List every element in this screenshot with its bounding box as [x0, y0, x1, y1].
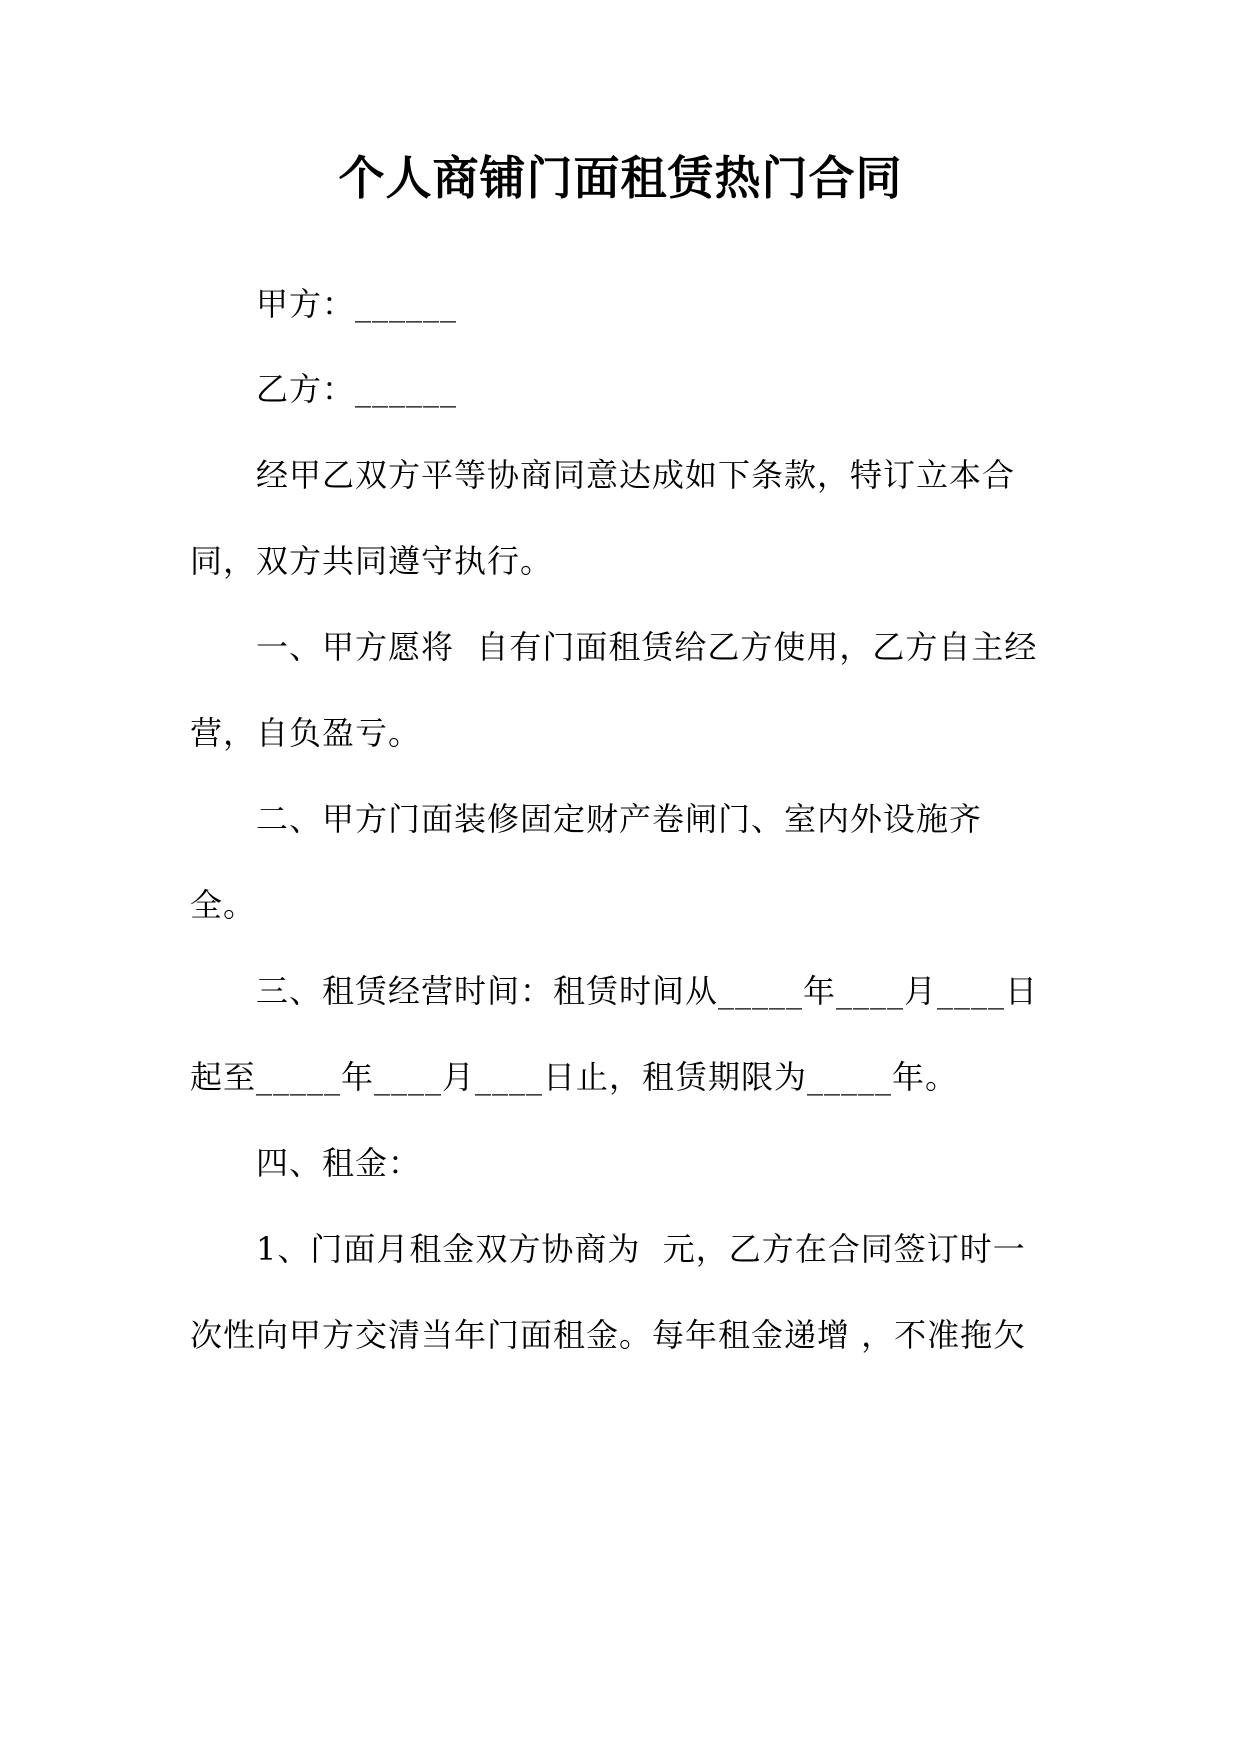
- preamble-line-1: 经甲乙双方平等协商同意达成如下条款，特订立本合: [256, 456, 1016, 494]
- clause-4-heading: 四、租金：: [256, 1144, 422, 1182]
- clause-2-line-1: 二、甲方门面装修固定财产卷闸门、室内外设施齐: [256, 800, 983, 838]
- clause-4-item-1-line-1: 1、门面月租金双方协商为 元，乙方在合同签订时一: [256, 1230, 1026, 1268]
- party-b-line: 乙方：______: [256, 370, 458, 408]
- party-a-line: 甲方：______: [256, 285, 458, 323]
- document-title: 个人商铺门面租赁热门合同: [338, 151, 903, 205]
- clause-3-line-2: 起至_____年____月____日止，租赁期限为_____年。: [190, 1058, 959, 1096]
- preamble-line-2: 同，双方共同遵守执行。: [190, 542, 554, 580]
- clause-1-line-1: 一、甲方愿将 自有门面租赁给乙方使用，乙方自主经: [256, 628, 1038, 666]
- clause-2-line-2: 全。: [190, 886, 257, 924]
- clause-4-item-1-line-2: 次性向甲方交清当年门面租金。每年租金递增 ，不准拖欠: [190, 1316, 1027, 1354]
- clause-3-line-1: 三、租赁经营时间：租赁时间从_____年____月____日: [256, 972, 1039, 1010]
- clause-1-line-2: 营，自负盈亏。: [190, 714, 422, 752]
